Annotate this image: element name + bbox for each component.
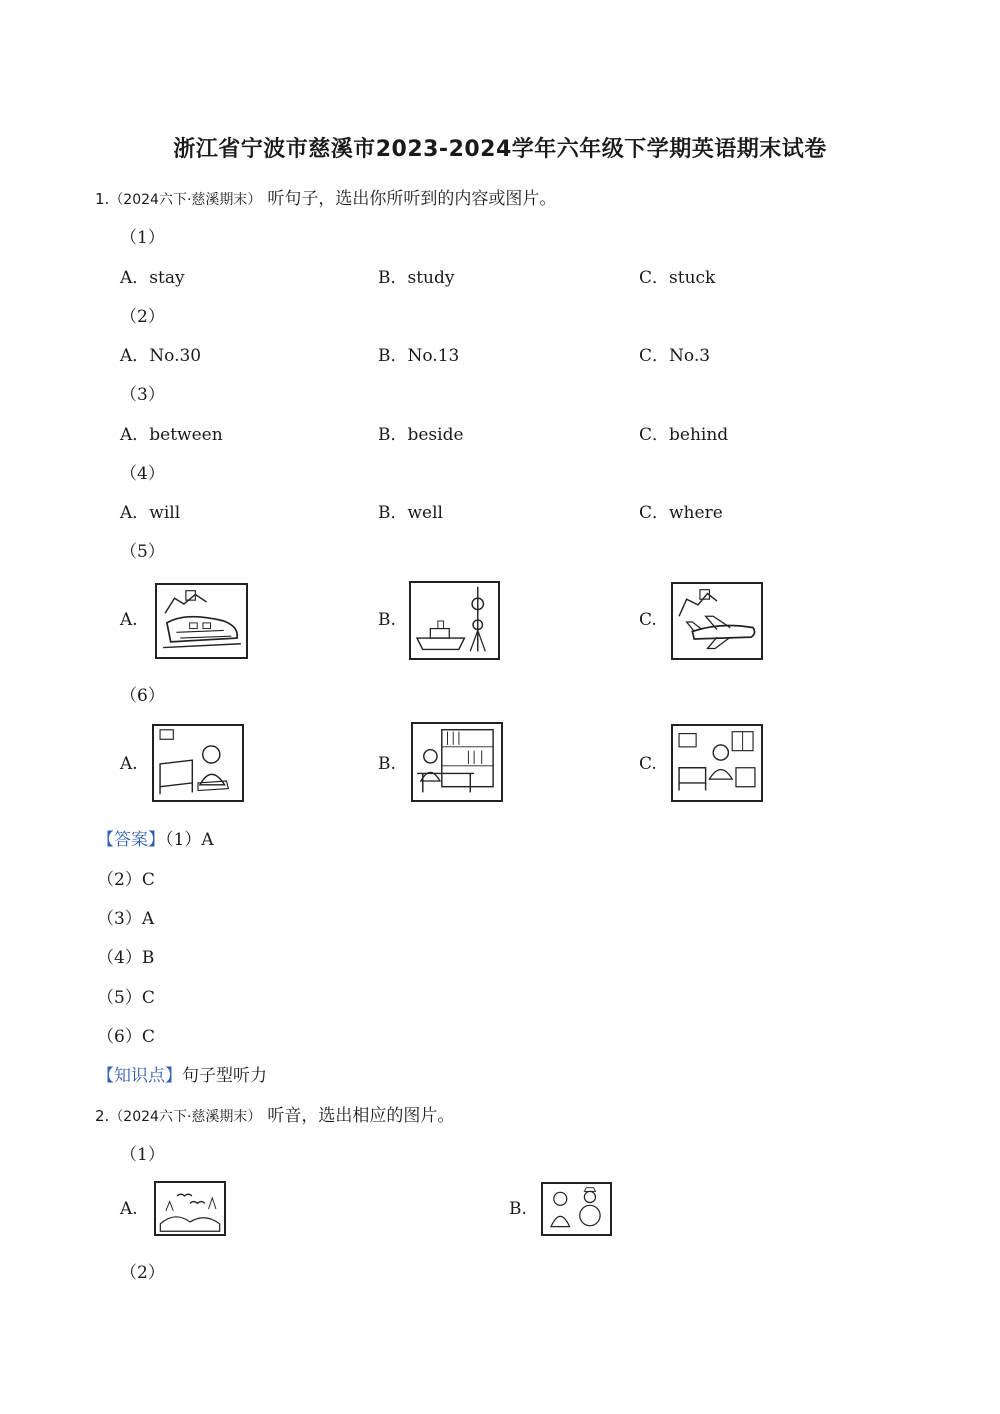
boy-study-picture [411, 722, 503, 802]
question-source: （2024六下·慈溪期末） [109, 1109, 262, 1125]
option-a: A. [120, 1199, 138, 1219]
answer-value: （1）A [165, 830, 214, 850]
sub-question-label: （6） [120, 686, 165, 706]
question-1-header [95, 184, 556, 209]
sub-question-label: （2） [120, 1263, 165, 1283]
option-a: A．between [120, 425, 223, 445]
question-number: 1. [95, 190, 110, 208]
great-wall-plane-picture [671, 582, 763, 660]
option-b: B．No.13 [378, 346, 460, 366]
kids-snowman-picture [541, 1182, 612, 1236]
sub-question-label: （4） [120, 464, 165, 484]
option-c: C．No.3 [639, 346, 711, 366]
option-a: A. [120, 754, 138, 774]
option-c: C．behind [639, 425, 729, 445]
answer-value: （3）A [97, 909, 155, 929]
sub-question-label: （1） [120, 228, 165, 248]
question-source: （2024六下·慈溪期末） [109, 192, 262, 208]
knowledge-line [97, 1061, 267, 1086]
option-b: B．study [378, 268, 455, 288]
option-a: A．stay [120, 268, 185, 288]
option-c: C. [639, 610, 657, 630]
answer-value: （5）C [97, 988, 155, 1008]
option-b: B. [378, 610, 396, 630]
knowledge-value: 句子型听力 [182, 1066, 267, 1086]
option-c: C．stuck [639, 268, 716, 288]
answer-value: （6）C [97, 1027, 155, 1047]
answer-tag: 【答案】 [97, 830, 165, 850]
page-title: 浙江省宁波市慈溪市2023-2024学年六年级下学期英语期末试卷 [173, 137, 827, 162]
answer-line [97, 825, 214, 850]
option-a: A．No.30 [120, 346, 202, 366]
birds-autumn-picture [154, 1181, 226, 1236]
question-instruction: 听音，选出相应的图片。 [267, 1106, 455, 1126]
sub-question-label: （3） [120, 385, 165, 405]
ship-tower-picture [409, 581, 500, 660]
knowledge-tag: 【知识点】 [97, 1066, 182, 1086]
option-b: B．beside [378, 425, 464, 445]
option-a: A．will [120, 503, 181, 523]
option-b: B．well [378, 503, 443, 523]
girl-living-room-picture [671, 724, 763, 802]
option-a: A. [120, 610, 138, 630]
question-number: 2. [95, 1107, 110, 1125]
sub-question-label: （2） [120, 307, 165, 327]
option-c: C. [639, 754, 657, 774]
boy-bedroom-picture [152, 724, 244, 802]
question-2-header [95, 1101, 454, 1126]
question-instruction: 听句子，选出你所听到的内容或图片。 [267, 189, 557, 209]
answer-value: （4）B [97, 948, 155, 968]
sub-question-label: （5） [120, 542, 165, 562]
great-wall-train-picture [155, 583, 248, 659]
option-c: C．where [639, 503, 723, 523]
option-b: B. [378, 754, 396, 774]
sub-question-label: （1） [120, 1145, 165, 1165]
answer-value: （2）C [97, 870, 155, 890]
option-b: B. [509, 1199, 527, 1219]
